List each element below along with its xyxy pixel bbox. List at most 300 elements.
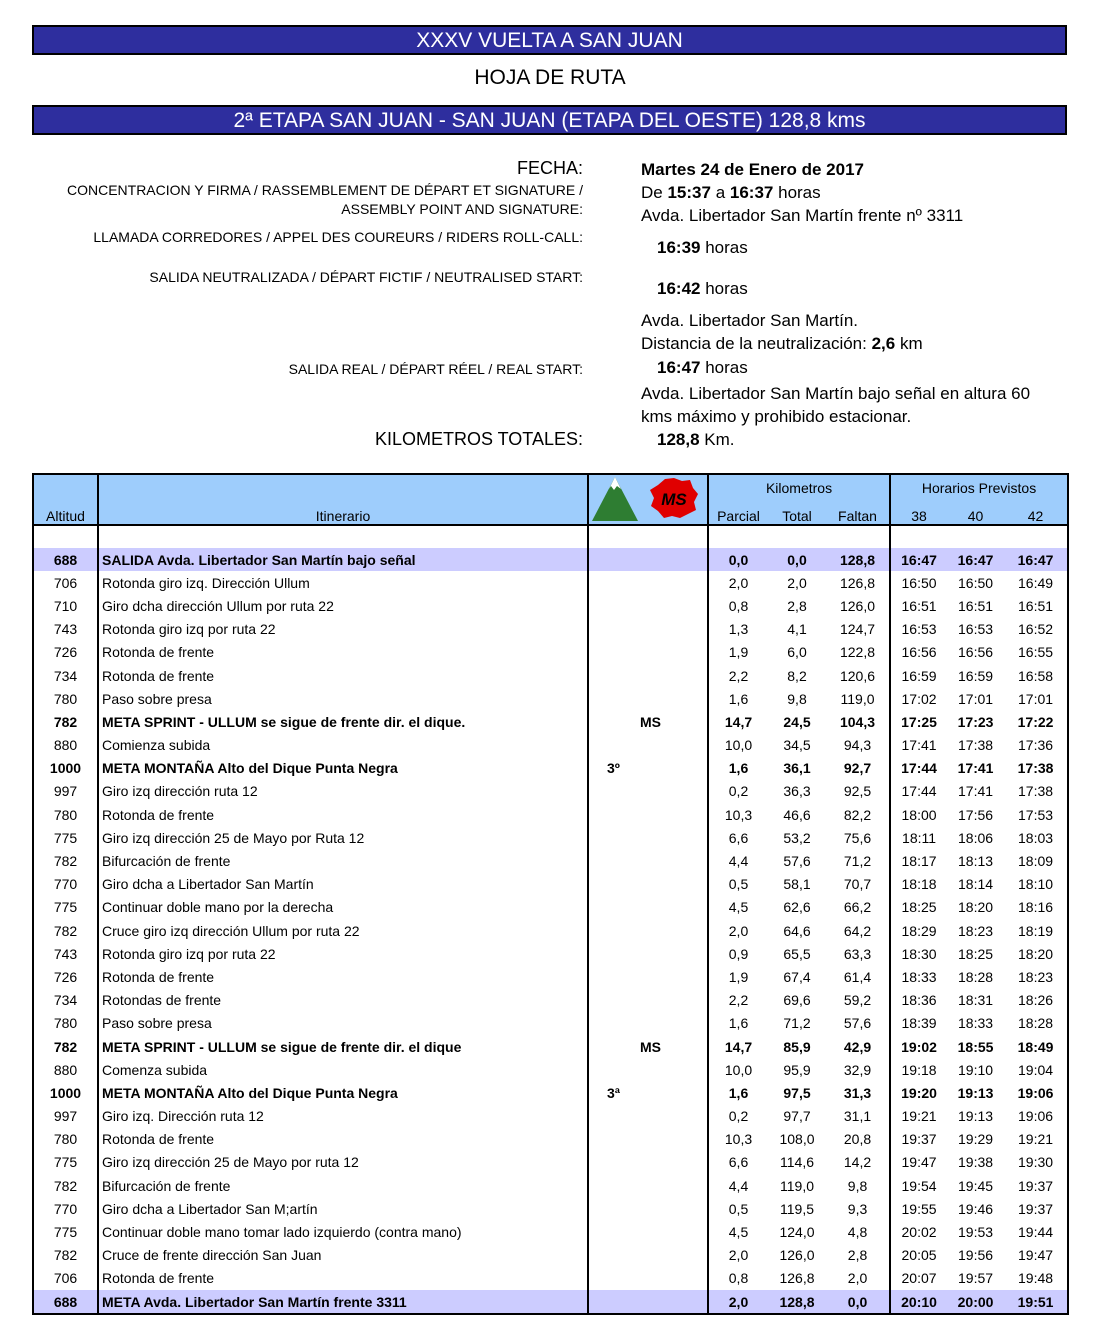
h38-cell: 20:07: [901, 1270, 937, 1287]
parcial-cell: 2,0: [728, 922, 749, 939]
h38-cell: 19:20: [901, 1084, 937, 1101]
h42-cell: 18:16: [1018, 899, 1054, 916]
category-cell: [588, 849, 640, 872]
h38-cell: 19:55: [901, 1200, 937, 1217]
h42-cell: 18:28: [1018, 1015, 1054, 1032]
h40-cell: 18:23: [958, 922, 994, 939]
itinerario-cell: Giro izq dirección ruta 12: [98, 780, 588, 803]
table-row: [34, 989, 1067, 1012]
total-cell: 53,2: [783, 829, 811, 846]
faltan-cell: 31,3: [826, 1081, 890, 1104]
sprint-cell: [640, 618, 708, 641]
category-cell: [588, 1220, 640, 1243]
sprint-cell: [640, 571, 708, 594]
table-row: [34, 664, 1067, 687]
altitud-cell: 770: [34, 873, 98, 896]
h42-cell: 19:21: [1018, 1131, 1054, 1148]
altitud-cell: 770: [34, 1197, 98, 1220]
sprint-cell: [640, 803, 708, 826]
neutral-dist-label: Distancia de la neutralización:: [641, 334, 867, 353]
faltan-cell: 122,8: [826, 641, 890, 664]
category-cell: [588, 896, 640, 919]
total-cell: 46,6: [783, 806, 811, 823]
h42-cell: 16:55: [1018, 644, 1054, 661]
category-cell: [588, 1105, 640, 1128]
parcial-cell: 4,5: [728, 899, 749, 916]
itinerario-cell: Giro dcha dirección Ullum por ruta 22: [98, 594, 588, 617]
category-cell: [588, 1267, 640, 1290]
h40-cell: 17:01: [958, 690, 994, 707]
real-horas: horas: [705, 358, 748, 377]
h40-cell: 18:55: [957, 1038, 994, 1055]
itinerario-cell: Bifurcación de frente: [98, 849, 588, 872]
itinerario-cell: Cruce giro izq dirección Ullum por ruta 22: [98, 919, 588, 942]
h42-cell: 18:19: [1018, 922, 1054, 939]
h38-cell: 19:47: [901, 1154, 937, 1171]
h40-cell: 18:33: [958, 1015, 994, 1032]
itinerario-cell: Giro izq dirección 25 de Mayo por ruta 12: [98, 1151, 588, 1174]
category-cell: [588, 873, 640, 896]
neutral-time: [657, 277, 748, 300]
altitud-cell: 743: [34, 942, 98, 965]
h40-cell: 20:00: [947, 1290, 1004, 1313]
altitud-cell: 775: [34, 1220, 98, 1243]
h38-cell: 18:18: [901, 876, 937, 893]
itinerario-cell: Rotonda giro izq. Dirección Ullum: [98, 571, 588, 594]
h40-cell: 19:57: [958, 1270, 994, 1287]
h40-cell: 19:45: [958, 1177, 994, 1194]
category-cell: [588, 594, 640, 617]
altitud-cell: 775: [34, 826, 98, 849]
h38-cell: 17:25: [901, 713, 937, 730]
altitud-cell: 775: [34, 896, 98, 919]
faltan-cell: 2,0: [826, 1267, 890, 1290]
table-row: [34, 1128, 1067, 1151]
h40-cell: 16:59: [958, 667, 994, 684]
h38-cell: 20:10: [890, 1290, 947, 1313]
table-row: [34, 873, 1067, 896]
llamada-horas: horas: [705, 238, 748, 257]
parcial-cell: 4,4: [728, 853, 749, 870]
header-h38: 38: [890, 501, 947, 525]
header-h40: 40: [947, 501, 1004, 525]
altitud-cell: 780: [34, 687, 98, 710]
total-cell: 0,0: [768, 548, 826, 571]
sprint-cell: [640, 1267, 708, 1290]
parcial-cell: 1,6: [728, 760, 749, 777]
itinerario-cell: Giro dcha a Libertador San Martín: [98, 873, 588, 896]
km-total-label: KILOMETROS TOTALES:: [374, 429, 583, 449]
parcial-cell: 2,0: [728, 1247, 749, 1264]
sprint-cell: [640, 1197, 708, 1220]
h42-cell: 19:04: [1018, 1061, 1054, 1078]
h42-cell: 17:38: [1017, 760, 1054, 777]
h40-cell: 19:38: [958, 1154, 994, 1171]
sprint-cell: [640, 1128, 708, 1151]
h42-cell: 16:58: [1018, 667, 1054, 684]
h38-cell: 17:41: [901, 737, 937, 754]
itinerario-cell: Rotonda de frente: [98, 965, 588, 988]
sprint-cell: [640, 942, 708, 965]
itinerario-cell: Continuar doble mano por la derecha: [98, 896, 588, 919]
neutral-horas: horas: [705, 279, 748, 298]
header-kilometros: Kilometros: [708, 475, 890, 501]
total-cell: 64,6: [783, 922, 811, 939]
parcial-cell: 1,9: [728, 968, 749, 985]
km-total: [657, 428, 735, 451]
concentracion-a: a: [715, 183, 726, 202]
category-cell: [588, 780, 640, 803]
parcial-cell: 0,8: [728, 1270, 749, 1287]
category-cell: [588, 1197, 640, 1220]
header-altitud: Altitud: [34, 475, 98, 525]
altitud-cell: 726: [34, 641, 98, 664]
header-itinerario: Itinerario: [98, 475, 588, 525]
table-row: [34, 757, 1067, 780]
h42-cell: 18:23: [1018, 968, 1054, 985]
table-row: [34, 942, 1067, 965]
h40-cell: 19:53: [958, 1224, 994, 1241]
altitud-cell: 775: [34, 1151, 98, 1174]
total-cell: 69,6: [783, 992, 811, 1009]
altitud-cell: 706: [34, 571, 98, 594]
neutral-place: Avda. Libertador San Martín.: [641, 311, 859, 330]
category-cell: [588, 548, 640, 571]
sprint-cell: [640, 687, 708, 710]
sprint-cell: [640, 896, 708, 919]
h38-cell: 18:11: [902, 829, 937, 846]
faltan-cell: 32,9: [826, 1058, 890, 1081]
h40-cell: 17:23: [957, 713, 994, 730]
faltan-cell: 104,3: [826, 710, 890, 733]
itinerario-cell: Continuar doble mano tomar lado izquierdo (contra mano): [98, 1220, 588, 1243]
llamada-time: [657, 236, 748, 259]
itinerario-cell: Paso sobre presa: [98, 687, 588, 710]
category-cell: [588, 1290, 640, 1313]
table-row: [34, 687, 1067, 710]
table-row: [34, 826, 1067, 849]
itinerario-cell: META SPRINT - ULLUM se sigue de frente dir. el dique.: [98, 710, 588, 733]
total-cell: 36,1: [783, 760, 811, 777]
h40-cell: 17:56: [958, 806, 994, 823]
llamada-label: LLAMADA CORREDORES / APPEL DES COUREURS / RIDERS ROLL-CALL:: [93, 229, 583, 245]
h38-cell: 19:37: [901, 1131, 937, 1148]
total-cell: 97,7: [783, 1108, 811, 1125]
category-cell: [588, 1244, 640, 1267]
table-row: [34, 1244, 1067, 1267]
h40-cell: 18:20: [958, 899, 994, 916]
h42-cell: 19:30: [1018, 1154, 1054, 1171]
sprint-cell: [640, 734, 708, 757]
table-row: [34, 1081, 1067, 1104]
total-cell: 57,6: [783, 853, 811, 870]
header-total: Total: [768, 501, 826, 525]
parcial-cell: 0,5: [728, 876, 749, 893]
h40-cell: 19:56: [958, 1247, 994, 1264]
sprint-cell: [640, 757, 708, 780]
header-ms: [640, 475, 708, 525]
h42-cell: 18:10: [1018, 876, 1054, 893]
sprint-cell: [640, 989, 708, 1012]
h42-cell: 19:37: [1018, 1200, 1054, 1217]
altitud-cell: 780: [34, 1128, 98, 1151]
category-cell: [588, 1128, 640, 1151]
h38-cell: 16:51: [901, 597, 937, 614]
table-row: [34, 849, 1067, 872]
category-cell: [588, 1151, 640, 1174]
parcial-cell: 2,2: [728, 667, 749, 684]
h40-cell: 19:10: [958, 1061, 994, 1078]
h40-cell: 16:56: [958, 644, 994, 661]
itinerario-cell: Rotonda de frente: [98, 664, 588, 687]
table-row: [34, 965, 1067, 988]
h38-cell: 20:02: [901, 1224, 937, 1241]
neutral-dist-value: 2,6: [871, 334, 896, 353]
fecha-label: FECHA:: [516, 158, 583, 178]
header-faltan: Faltan: [826, 501, 890, 525]
neutral-distance: [641, 332, 923, 355]
document-title: XXXV VUELTA A SAN JUAN: [416, 29, 683, 52]
h42-cell: 16:49: [1018, 574, 1054, 591]
title-banner: [32, 25, 1067, 55]
category-cell: [588, 1012, 640, 1035]
sprint-cell: [640, 641, 708, 664]
total-cell: 108,0: [779, 1131, 815, 1148]
total-cell: 8,2: [787, 667, 807, 684]
concentracion-from: 15:37: [667, 183, 711, 202]
h40-cell: 18:31: [958, 992, 994, 1009]
concentracion-horas: horas: [778, 183, 821, 202]
itinerario-cell: Rotonda de frente: [98, 1267, 588, 1290]
category-cell: [588, 1174, 640, 1197]
h38-cell: 18:36: [901, 992, 937, 1009]
h40-cell: 19:13: [957, 1084, 994, 1101]
parcial-cell: 0,2: [728, 783, 749, 800]
ms-badge-icon: [648, 476, 700, 520]
h38-cell: 16:59: [901, 667, 937, 684]
altitud-cell: 782: [34, 1174, 98, 1197]
h38-cell: 17:44: [901, 783, 937, 800]
concentracion-to: 16:37: [729, 183, 774, 202]
itinerario-cell: META MONTAÑA Alto del Dique Punta Negra: [98, 757, 588, 780]
header-h42: 42: [1004, 501, 1067, 525]
header-parcial: Parcial: [708, 501, 768, 525]
sprint-cell: [640, 873, 708, 896]
itinerario-cell: Rotondas de frente: [98, 989, 588, 1012]
stage-banner: [32, 105, 1067, 135]
h40-cell: 16:47: [947, 548, 1004, 571]
neutral-time-value: 16:42: [657, 279, 701, 298]
h42-cell: 19:44: [1018, 1224, 1054, 1241]
parcial-cell: 1,6: [728, 1015, 749, 1032]
category-cell: [588, 919, 640, 942]
faltan-cell: 20,8: [826, 1128, 890, 1151]
total-cell: 85,9: [783, 1038, 811, 1055]
faltan-cell: 63,3: [826, 942, 890, 965]
h38-cell: 18:39: [901, 1015, 937, 1032]
h38-cell: 18:30: [901, 945, 937, 962]
h38-cell: 16:53: [901, 621, 937, 638]
concentracion-label-2: ASSEMBLY POINT AND SIGNATURE:: [341, 201, 583, 217]
faltan-cell: 70,7: [826, 873, 890, 896]
category-cell: [588, 571, 640, 594]
table-row: [34, 780, 1067, 803]
table-row: [34, 1035, 1067, 1058]
category-cell: [588, 687, 640, 710]
table-row: [34, 919, 1067, 942]
faltan-cell: 14,2: [826, 1151, 890, 1174]
itinerario-cell: Giro dcha a Libertador San M;artín: [98, 1197, 588, 1220]
h42-cell: 19:37: [1018, 1177, 1054, 1194]
sprint-cell: [640, 664, 708, 687]
total-cell: 24,5: [783, 713, 811, 730]
header-horarios: Horarios Previstos: [890, 475, 1067, 501]
llamada-time-value: 16:39: [657, 238, 701, 257]
spacer-row: [34, 525, 1067, 548]
total-cell: 119,5: [780, 1200, 814, 1217]
h38-cell: 19:21: [901, 1108, 937, 1125]
category-cell: [588, 734, 640, 757]
sprint-cell: [640, 1058, 708, 1081]
altitud-cell: 726: [34, 965, 98, 988]
h38-cell: 17:02: [901, 690, 937, 707]
sprint-cell: [640, 1244, 708, 1267]
total-cell: 126,0: [779, 1247, 815, 1264]
faltan-cell: 42,9: [826, 1035, 890, 1058]
total-cell: 119,0: [780, 1177, 814, 1194]
sprint-cell: [640, 1220, 708, 1243]
h42-cell: 19:06: [1017, 1084, 1054, 1101]
h40-cell: 16:51: [958, 597, 994, 614]
h42-cell: 17:38: [1018, 783, 1054, 800]
h42-cell: 19:51: [1004, 1290, 1067, 1313]
parcial-cell: 1,9: [728, 644, 749, 661]
itinerario-cell: META MONTAÑA Alto del Dique Punta Negra: [98, 1081, 588, 1104]
fecha-value: Martes 24 de Enero de 2017: [641, 160, 865, 179]
km-total-value: 128,8: [657, 430, 700, 449]
h40-cell: 17:38: [958, 737, 994, 754]
itinerario-cell: Rotonda giro izq por ruta 22: [98, 942, 588, 965]
h40-cell: 16:50: [958, 574, 994, 591]
category-cell: 3ª: [607, 1084, 620, 1101]
table-row: [34, 1290, 1067, 1313]
faltan-cell: 124,7: [826, 618, 890, 641]
faltan-cell: 82,2: [826, 803, 890, 826]
table-row: [34, 1058, 1067, 1081]
category-cell: [588, 826, 640, 849]
document-subtitle: HOJA DE RUTA: [474, 66, 626, 89]
sprint-cell: [640, 1081, 708, 1104]
sprint-cell: MS: [640, 1035, 708, 1058]
table-row: [34, 618, 1067, 641]
h38-cell: 16:56: [901, 644, 937, 661]
h40-cell: 18:13: [958, 853, 994, 870]
parcial-cell: 14,7: [724, 713, 753, 730]
h42-cell: 19:47: [1018, 1247, 1054, 1264]
total-cell: 65,5: [783, 945, 811, 962]
h40-cell: 19:46: [958, 1200, 994, 1217]
table-row: [34, 1197, 1067, 1220]
table-row: [34, 1174, 1067, 1197]
parcial-cell: 6,6: [728, 829, 749, 846]
parcial-cell: 10,3: [724, 1131, 753, 1148]
h42-cell: 16:51: [1018, 597, 1054, 614]
total-cell: 62,6: [783, 899, 811, 916]
table-row: [34, 548, 1067, 571]
parcial-cell: 4,5: [728, 1224, 749, 1241]
category-cell: [588, 803, 640, 826]
itinerario-cell: Paso sobre presa: [98, 1012, 588, 1035]
itinerario-cell: Rotonda de frente: [98, 641, 588, 664]
parcial-cell: 1,6: [728, 690, 749, 707]
altitud-cell: 743: [34, 618, 98, 641]
h38-cell: 18:33: [901, 968, 937, 985]
header-mountain: [588, 475, 640, 525]
concentracion-place: Avda. Libertador San Martín frente nº 3311: [641, 206, 964, 225]
total-cell: 9,8: [787, 690, 807, 707]
table-row: [34, 571, 1067, 594]
h38-cell: 18:25: [901, 899, 937, 916]
category-cell: [588, 618, 640, 641]
parcial-cell: 0,0: [708, 548, 768, 571]
faltan-cell: 94,3: [826, 734, 890, 757]
h38-cell: 18:00: [901, 806, 937, 823]
faltan-cell: 126,8: [826, 571, 890, 594]
altitud-cell: 880: [34, 1058, 98, 1081]
h42-cell: 17:53: [1018, 806, 1054, 823]
h38-cell: 20:05: [901, 1247, 937, 1264]
faltan-cell: 75,6: [826, 826, 890, 849]
category-cell: [588, 1035, 640, 1058]
itinerario-cell: Cruce de frente dirección San Juan: [98, 1244, 588, 1267]
category-cell: [588, 664, 640, 687]
sprint-cell: [640, 780, 708, 803]
total-cell: 67,4: [783, 968, 811, 985]
sprint-cell: [640, 1012, 708, 1035]
faltan-cell: 4,8: [826, 1220, 890, 1243]
total-cell: 71,2: [783, 1015, 811, 1032]
altitud-cell: 782: [34, 919, 98, 942]
sprint-cell: [640, 1174, 708, 1197]
parcial-cell: 2,0: [708, 1290, 768, 1313]
mountain-icon: [590, 475, 640, 521]
total-cell: 4,1: [787, 621, 807, 638]
h42-cell: 18:09: [1018, 853, 1054, 870]
h38-cell: 19:54: [901, 1177, 937, 1194]
total-cell: 36,3: [783, 783, 811, 800]
altitud-cell: 688: [34, 1290, 98, 1313]
h40-cell: 19:29: [958, 1131, 994, 1148]
parcial-cell: 1,6: [728, 1084, 749, 1101]
total-cell: 124,0: [779, 1224, 815, 1241]
total-cell: 95,9: [783, 1061, 811, 1078]
category-cell: [588, 641, 640, 664]
faltan-cell: 9,8: [826, 1174, 890, 1197]
stage-title: 2ª ETAPA SAN JUAN - SAN JUAN (ETAPA DEL OESTE) 128,8 kms: [233, 109, 866, 132]
faltan-cell: 57,6: [826, 1012, 890, 1035]
faltan-cell: 119,0: [826, 687, 890, 710]
h40-cell: 18:25: [958, 945, 994, 962]
sprint-cell: MS: [640, 710, 708, 733]
table-row: [34, 1267, 1067, 1290]
category-cell: [588, 965, 640, 988]
h42-cell: 18:26: [1018, 992, 1054, 1009]
sprint-cell: [640, 919, 708, 942]
altitud-cell: 710: [34, 594, 98, 617]
faltan-cell: 2,8: [826, 1244, 890, 1267]
faltan-cell: 71,2: [826, 849, 890, 872]
h42-cell: 16:52: [1018, 621, 1054, 638]
